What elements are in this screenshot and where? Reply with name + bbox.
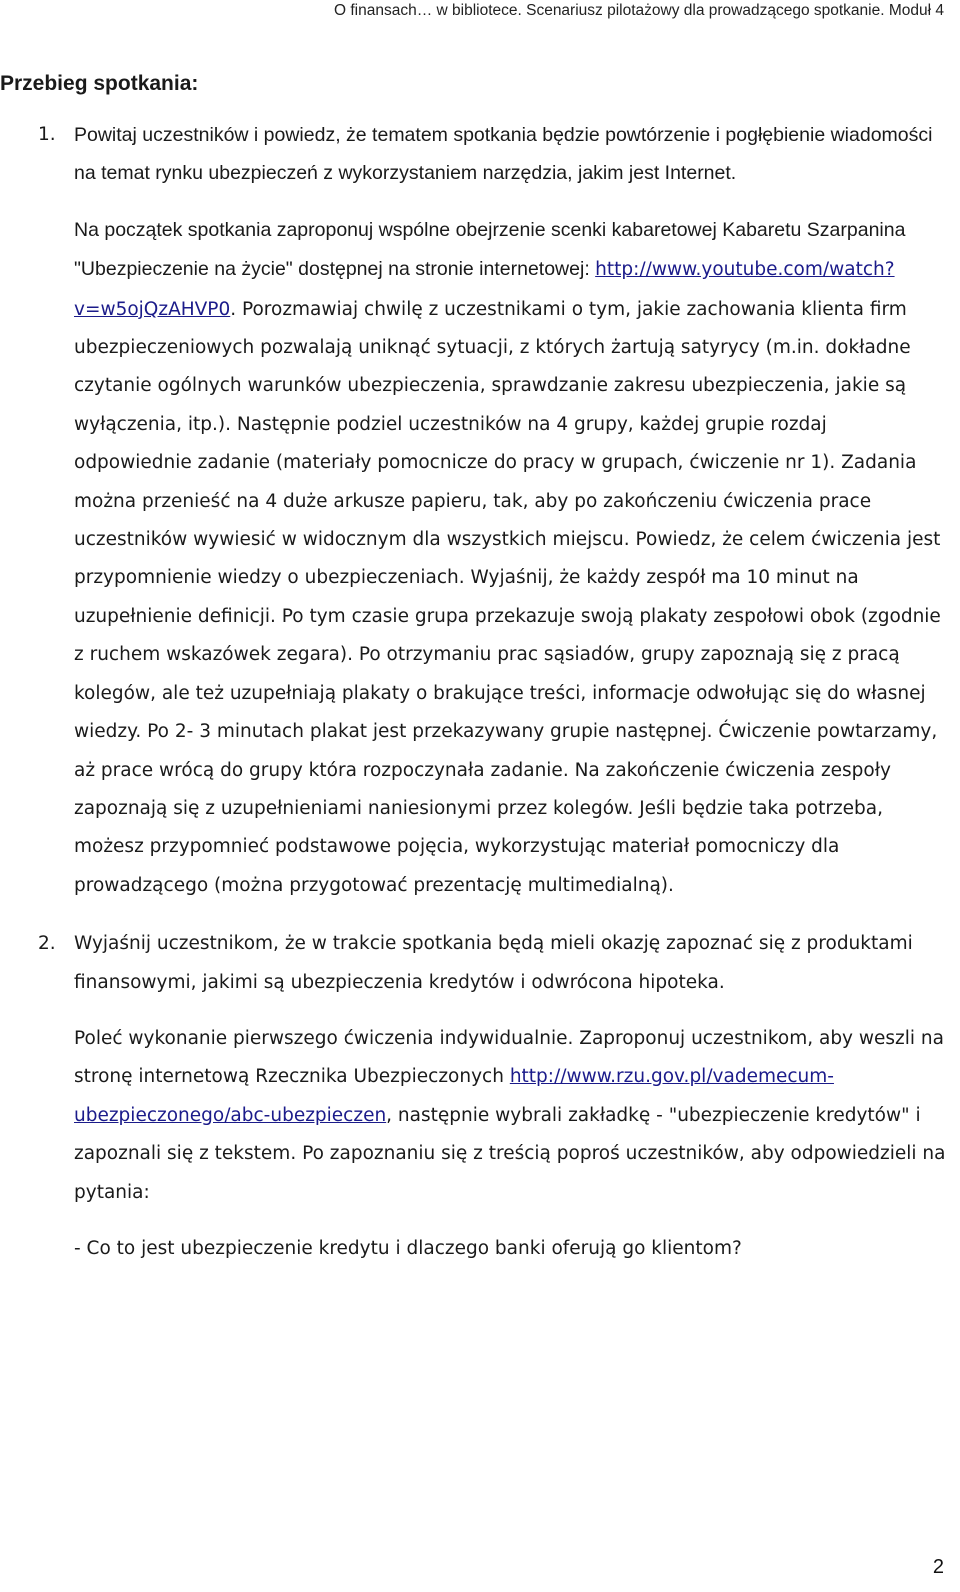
- document-body: [0, 116, 950, 1268]
- list-number: 2.: [38, 933, 56, 955]
- item-2-question: - Co to jest ubezpieczenie kredytu i dlaczego banki oferują go klientom?: [74, 1237, 742, 1259]
- list-item-2: [0, 925, 950, 1268]
- page-header: O finansach… w bibliotece. Scenariusz pilotażowy dla prowadzącego spotkanie. Moduł 4: [333, 2, 944, 19]
- page-number: 2: [932, 1556, 944, 1578]
- rzu-link[interactable]: http://www.rzu.gov.pl/vademecum-ubezpieczonego/abc-ubezpieczen: [74, 1066, 834, 1126]
- list-number: 1.: [38, 124, 56, 145]
- list-item-1: [0, 116, 950, 905]
- item-1-body-text: Na początek spotkania zaproponuj wspólne obejrzenie scenki kabaretowej Kabaretu Szarpanina "Ubezpieczenie na życie" dostępnej na stronie internetowej:: [74, 218, 906, 281]
- item-1-body: [74, 211, 950, 905]
- section-heading: Przebieg spotkania:: [0, 72, 199, 95]
- item-2-body-text: Poleć wykonanie pierwszego ćwiczenia indywidualnie. Zaproponuj uczestnikom, aby weszli na stronę internetową Rzecznika Ubezpieczonych: [74, 1027, 944, 1088]
- item-2-intro: Wyjaśnij uczestnikom, że w trakcie spotkania będą mieli okazję zapoznać się z produktami finansowymi, jakimi są ubezpieczenia kredytów i odwrócona hipoteka.: [74, 933, 913, 993]
- item-2-body: [74, 1020, 950, 1212]
- item-1-intro: Powitaj uczestników i powiedz, że tematem spotkania będzie powtórzenie i pogłębienie wiadomości na temat rynku ubezpieczeń z wykorzystaniem narzędzia, jakim jest Internet.: [74, 124, 933, 185]
- item-1-body-rest: . Porozmawiaj chwilę z uczestnikami o tym, jakie zachowania klienta firm ubezpieczeniowych pozwalają uniknąć sytuacji, z których żartują satyrycy (m.in. dokładne czytanie ogólnych warunków ubezpieczenia, sprawdzanie zakresu ubezpieczenia, jakie są wyłączenia, itp.). Następnie podziel uczestników na 4 grupy, każdej grupie rozdaj odpowiednie zadanie (materiały pomocnicze do pracy w grupach, ćwiczenie nr 1). Zadania można przenieść na 4 duże arkusze papieru, tak, aby po zakończeniu ćwiczenia prace uczestników wywiesić w widocznym dla wszystkich miejscu. Powiedz, że celem ćwiczenia jest przypomnienie wiedzy o ubezpieczeniach. Wyjaśnij, że każdy zespół ma 10 minut na uzupełnienie definicji. Po tym czasie grupa przekazuje swoją plakaty zespołowi obok (zgodnie z ruchem wskazówek zegara). Po otrzymaniu prac sąsiadów, grupy zapoznają się z pracą kolegów, ale też uzupełniają plakaty o brakujące treści, informacje odwołując się do własnej wiedzy. Po 2- 3 minutach plakat jest przekazywany grupie następnej. Ćwiczenie powtarzamy, aż prace wrócą do grupy która rozpoczynała zadanie. Na zakończenie ćwiczenia zespoły zapoznają się z uzupełnieniami naniesionymi przez kolegów. Jeśli będzie taka potrzeba, możesz przypomnieć podstawowe pojęcia, wykorzystując materiał pomocniczy dla prowadzącego (można przygotować prezentację multimedialną).: [74, 298, 941, 896]
- youtube-link[interactable]: http://www.youtube.com/watch?v=w5ojQzAHVP0: [74, 259, 895, 320]
- item-2-body-rest: , następnie wybrali zakładkę - "ubezpieczenie kredytów" i zapoznali się z tekstem. Po zapoznaniu się z treścią poproś uczestników, aby odpowiedzieli na pytania:: [74, 1104, 946, 1203]
